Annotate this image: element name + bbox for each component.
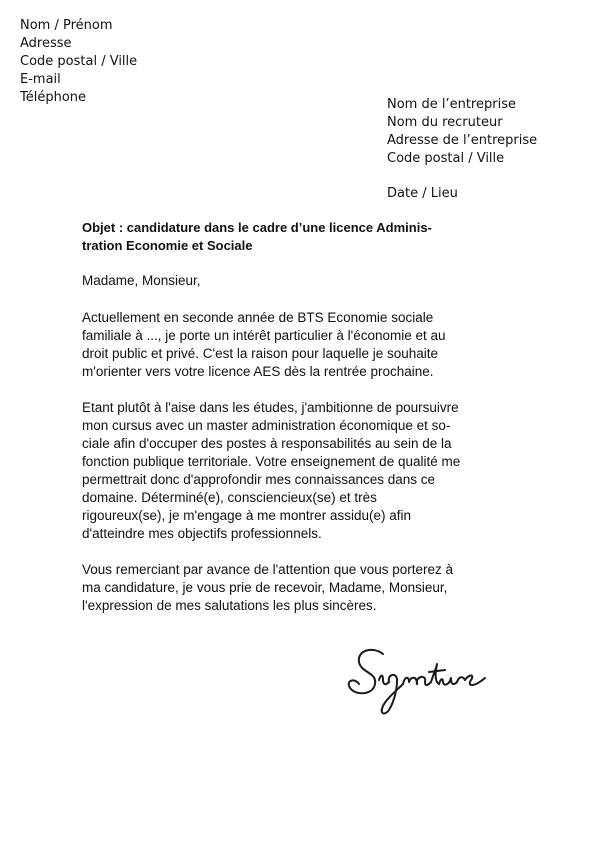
paragraph-line: rigoureux(se), je m'engage à me montrer assidu(e) afin: [82, 508, 411, 523]
paragraph-2: [82, 399, 460, 543]
handwritten-signature: [343, 640, 493, 720]
sender-postal-city: Code postal / Ville: [20, 54, 138, 69]
sender-block: [20, 17, 137, 107]
paragraph-line: m'orienter vers votre licence AES dès la rentrée prochaine.: [82, 364, 434, 379]
paragraph-line: ma candidature, je vous prie de recevoir, Madame, Monsieur,: [82, 580, 448, 595]
paragraph-line: familiale à ..., je porte un intérêt particulier à l'économie et au: [82, 328, 446, 343]
sender-name: Nom / Prénom: [20, 18, 113, 33]
paragraph-line: Vous remerciant par avance de l'attention que vous porterez à: [82, 562, 454, 577]
paragraph-line: mon cursus avec un master administration économique et so-: [82, 418, 451, 433]
paragraph-line: permettrait donc d'approfondir mes connaissances dans ce: [82, 472, 436, 487]
recipient-address: Adresse de l’entreprise: [387, 133, 538, 148]
paragraph-line: ciale afin d'occuper des postes à responsabilités au sein de la: [82, 436, 452, 451]
paragraph-line: l'expression de mes salutations les plus sincères.: [82, 598, 377, 613]
paragraph-3: [82, 561, 453, 615]
paragraph-line: domaine. Déterminé(e), consciencieux(se) et très: [82, 490, 377, 505]
subject-line: [82, 219, 432, 255]
paragraph-line: Actuellement en seconde année de BTS Economie sociale: [82, 310, 434, 325]
sender-phone: Téléphone: [20, 90, 87, 105]
recipient-block: [387, 96, 537, 168]
greeting: Madame, Monsieur,: [82, 273, 201, 288]
subject-line-1: Objet : candidature dans le cadre d’une licence Adminis-: [82, 220, 432, 235]
recipient-recruiter: Nom du recruteur: [387, 115, 503, 130]
recipient-postal-city: Code postal / Ville: [387, 151, 505, 166]
subject-line-2: tration Economie et Sociale: [82, 238, 253, 253]
paragraph-line: droit public et privé. C'est la raison pour laquelle je souhaite: [82, 346, 439, 361]
sender-email: E-mail: [20, 72, 61, 87]
paragraph-1: [82, 309, 446, 381]
paragraph-line: fonction publique territoriale. Votre enseignement de qualité me: [82, 454, 461, 469]
paragraph-line: d'atteindre mes objectifs professionnels.: [82, 526, 322, 541]
paragraph-line: Etant plutôt à l'aise dans les études, j'ambitionne de poursuivre: [82, 400, 459, 415]
sender-address: Adresse: [20, 36, 72, 51]
date-place: Date / Lieu: [387, 186, 458, 201]
recipient-company: Nom de l’entreprise: [387, 97, 516, 112]
